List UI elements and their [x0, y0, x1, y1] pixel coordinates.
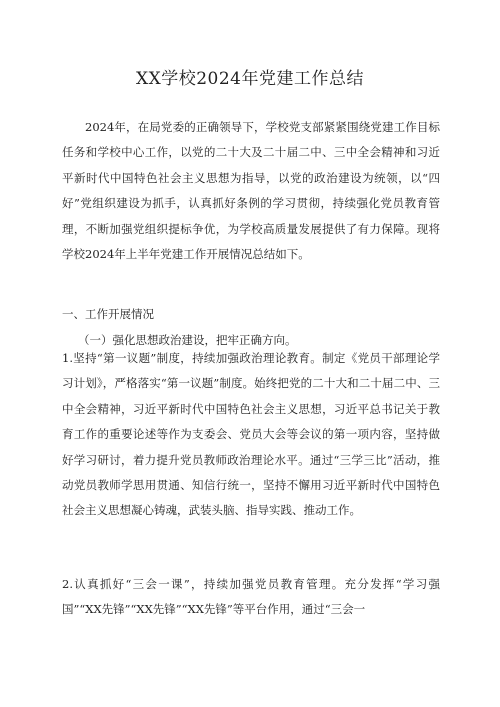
subsection-heading: （一）强化思想政治建设，把牢正确方向。 — [78, 333, 297, 347]
section-heading: 一、工作开展情况 — [62, 307, 154, 321]
item-paragraph-1: 1.坚持“第一议题”制度，持续加强政治理论教育。制定《党员干部理论学习计划》，严格落实“第一议题”制度。始终把党的二十大和二十届二中、三中全会精神，习近平新时代中国特色社会主义思想，习近平总书记关于教育工作的重要论述等作为支委会、党员大会等会议的第一项内容，坚持做好学习研讨，着力提升党员教师政治理论水平。通过“三学三比”活动，推动党员教师学思用贯通、知信行统一，坚持不懈用习近平新时代中国特色社会主义思想凝心铸魂，武装头脑、指导实践、推动工作。 — [62, 351, 440, 518]
item-paragraph-2: 2.认真抓好“三会一课”，持续加强党员教育管理。充分发挥“学习强国”“XX先锋”“XX先锋”“XX先锋”等平台作用，通过“三会一 — [62, 577, 440, 617]
document-title: XX学校2024年党建工作总结 — [136, 69, 364, 89]
intro-paragraph: 2024年，在局党委的正确领导下，学校党支部紧紧围绕党建工作目标任务和学校中心工作，以党的二十大及二十届二中、三中全会精神和习近平新时代中国特色社会主义思想为指导，以党的政治建设为统领，以“四好”党组织建设为抓手，认真抓好条例的学习贯彻，持续强化党员教育管理，不断加强党组织提标争优，为学校高质量发展提供了有力保障。现将学校2024年上半年党建工作开展情况总结如下。 — [62, 120, 440, 262]
